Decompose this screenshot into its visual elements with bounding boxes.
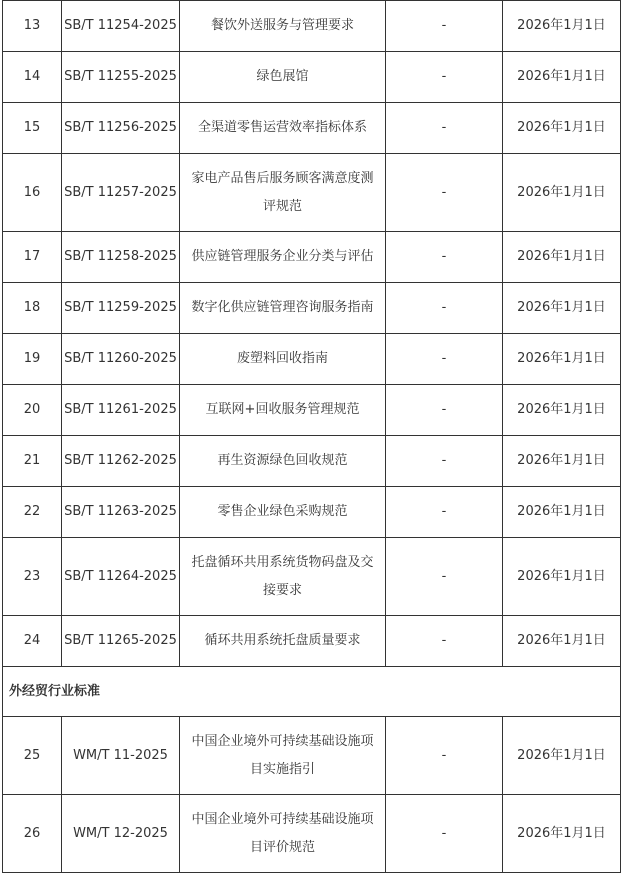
standard-code: SB/T 11261-2025 [62, 385, 180, 436]
replaced-standard: - [386, 436, 503, 487]
standard-code: SB/T 11264-2025 [62, 538, 180, 616]
row-number: 25 [3, 717, 62, 795]
replaced-standard: - [386, 795, 503, 873]
table-row [3, 52, 621, 103]
table-row [3, 334, 621, 385]
table-row [3, 436, 621, 487]
row-number: 15 [3, 103, 62, 154]
row-number: 20 [3, 385, 62, 436]
effective-date: 2026年1月1日 [503, 334, 621, 385]
row-number: 14 [3, 52, 62, 103]
replaced-standard: - [386, 103, 503, 154]
row-number: 18 [3, 283, 62, 334]
effective-date: 2026年1月1日 [503, 1, 621, 52]
standard-name: 中国企业境外可持续基础设施项目评价规范 [180, 795, 386, 873]
effective-date: 2026年1月1日 [503, 538, 621, 616]
row-number: 21 [3, 436, 62, 487]
standard-code: SB/T 11255-2025 [62, 52, 180, 103]
standard-code: SB/T 11265-2025 [62, 616, 180, 667]
table-row [3, 795, 621, 873]
table-row [3, 283, 621, 334]
replaced-standard: - [386, 487, 503, 538]
standard-name: 互联网+回收服务管理规范 [180, 385, 386, 436]
replaced-standard: - [386, 52, 503, 103]
replaced-standard: - [386, 717, 503, 795]
standards-table [2, 0, 621, 873]
row-number: 26 [3, 795, 62, 873]
standard-name: 全渠道零售运营效率指标体系 [180, 103, 386, 154]
table-row [3, 154, 621, 232]
standard-name: 家电产品售后服务顾客满意度测评规范 [180, 154, 386, 232]
standard-name: 托盘循环共用系统货物码盘及交接要求 [180, 538, 386, 616]
replaced-standard: - [386, 283, 503, 334]
section-title: 外经贸行业标准 [3, 667, 621, 717]
row-number: 23 [3, 538, 62, 616]
table-row [3, 616, 621, 667]
effective-date: 2026年1月1日 [503, 283, 621, 334]
table-row [3, 717, 621, 795]
row-number: 16 [3, 154, 62, 232]
standard-name: 供应链管理服务企业分类与评估 [180, 232, 386, 283]
table-row [3, 232, 621, 283]
standard-name: 中国企业境外可持续基础设施项目实施指引 [180, 717, 386, 795]
standard-name: 绿色展馆 [180, 52, 386, 103]
standard-code: SB/T 11260-2025 [62, 334, 180, 385]
table-row [3, 1, 621, 52]
effective-date: 2026年1月1日 [503, 385, 621, 436]
standard-code: SB/T 11254-2025 [62, 1, 180, 52]
standard-name: 零售企业绿色采购规范 [180, 487, 386, 538]
replaced-standard: - [386, 232, 503, 283]
standard-code: SB/T 11257-2025 [62, 154, 180, 232]
replaced-standard: - [386, 616, 503, 667]
effective-date: 2026年1月1日 [503, 103, 621, 154]
effective-date: 2026年1月1日 [503, 52, 621, 103]
table-row [3, 385, 621, 436]
replaced-standard: - [386, 538, 503, 616]
standard-name: 循环共用系统托盘质量要求 [180, 616, 386, 667]
standard-name: 废塑料回收指南 [180, 334, 386, 385]
standard-name: 餐饮外送服务与管理要求 [180, 1, 386, 52]
standard-code: SB/T 11262-2025 [62, 436, 180, 487]
table-row [3, 487, 621, 538]
replaced-standard: - [386, 334, 503, 385]
standard-code: WM/T 12-2025 [62, 795, 180, 873]
standard-name: 再生资源绿色回收规范 [180, 436, 386, 487]
replaced-standard: - [386, 1, 503, 52]
replaced-standard: - [386, 385, 503, 436]
effective-date: 2026年1月1日 [503, 232, 621, 283]
effective-date: 2026年1月1日 [503, 795, 621, 873]
table-row [3, 538, 621, 616]
effective-date: 2026年1月1日 [503, 487, 621, 538]
effective-date: 2026年1月1日 [503, 154, 621, 232]
standard-code: SB/T 11258-2025 [62, 232, 180, 283]
effective-date: 2026年1月1日 [503, 436, 621, 487]
standard-code: SB/T 11259-2025 [62, 283, 180, 334]
standard-code: SB/T 11263-2025 [62, 487, 180, 538]
section-row [3, 667, 621, 717]
row-number: 13 [3, 1, 62, 52]
row-number: 19 [3, 334, 62, 385]
row-number: 17 [3, 232, 62, 283]
standard-code: SB/T 11256-2025 [62, 103, 180, 154]
effective-date: 2026年1月1日 [503, 616, 621, 667]
standard-code: WM/T 11-2025 [62, 717, 180, 795]
row-number: 22 [3, 487, 62, 538]
row-number: 24 [3, 616, 62, 667]
table-row [3, 103, 621, 154]
standard-name: 数字化供应链管理咨询服务指南 [180, 283, 386, 334]
replaced-standard: - [386, 154, 503, 232]
effective-date: 2026年1月1日 [503, 717, 621, 795]
